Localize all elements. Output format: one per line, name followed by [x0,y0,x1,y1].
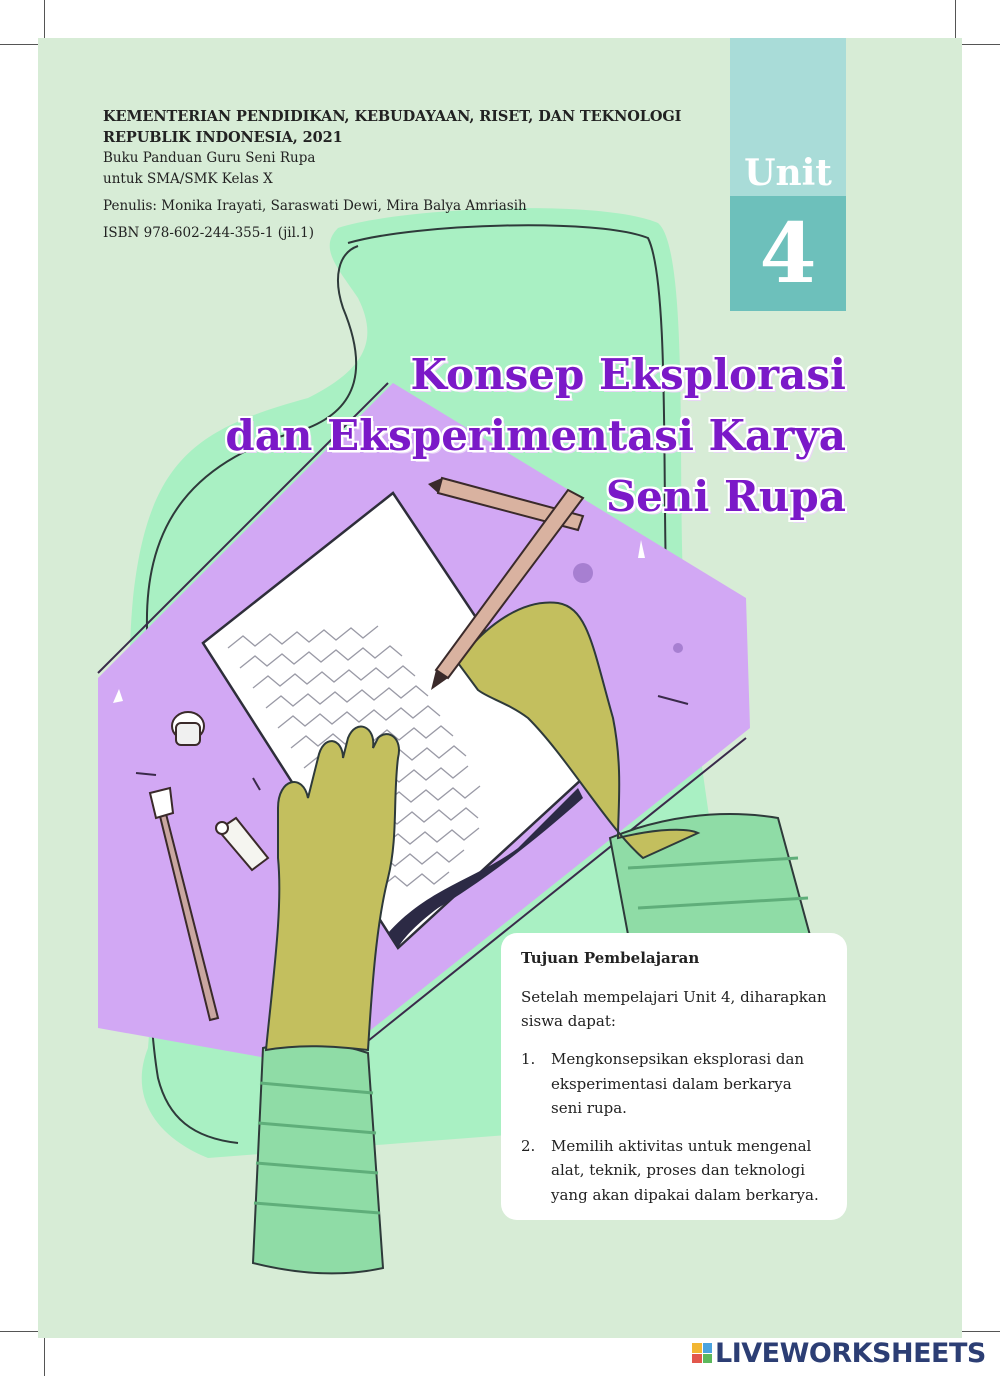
crop-mark [44,0,45,38]
learning-goals-box [501,933,847,1220]
list-item-text: Memilih aktivitas untuk mengenal alat, teknik, proses dan teknologi yang akan dipakai dalam berkarya. [551,1136,819,1204]
chapter-title-line: Seni Rupa [605,472,846,521]
list-item-number: 1. [521,1050,536,1068]
chapter-title-line: dan Eksperimentasi Karya [225,411,846,460]
crop-mark [0,1331,38,1332]
authors: Penulis: Monika Irayati, Saraswati Dewi, Mira Balya Amriasih [103,198,527,214]
book-level: untuk SMA/SMK Kelas X [103,171,273,187]
sleeve-left [253,1043,383,1274]
crop-mark [0,44,38,45]
chapter-title [225,344,846,527]
paint-jar-icon [172,712,204,745]
crop-mark [962,44,1000,45]
liveworksheets-watermark[interactable] [692,1338,986,1368]
list-item-text: Mengkonsepsikan eksplorasi dan eksperimentasi dalam berkarya seni rupa. [551,1050,805,1117]
liveworksheets-logo-icon [692,1343,712,1363]
learning-goals-heading: Tujuan Pembelajaran [521,949,700,967]
brand-name: LIVEWORKSHEETS [715,1337,986,1369]
list-item [521,1047,827,1121]
learning-goals-intro: Setelah mempelajari Unit 4, diharapkan siswa dapat: [521,988,827,1030]
publication-info [103,106,743,244]
book-title: Buku Panduan Guru Seni Rupa [103,150,316,166]
publisher-country-year: REPUBLIK INDONESIA, 2021 [103,129,343,146]
list-item [521,1134,827,1208]
crop-mark [962,1331,1000,1332]
book-cover-page [38,38,962,1338]
unit-tab [730,38,846,311]
chapter-title-line: Konsep Eksplorasi [410,350,846,399]
crop-mark [955,0,956,38]
publisher-line: KEMENTERIAN PENDIDIKAN, KEBUDAYAAN, RISET, DAN TEKNOLOGI [103,108,682,125]
list-item-number: 2. [521,1136,536,1155]
unit-label: Unit [744,152,832,194]
crop-mark [44,1338,45,1376]
isbn: ISBN 978-602-244-355-1 (jil.1) [103,225,315,241]
unit-number: 4 [759,206,817,302]
